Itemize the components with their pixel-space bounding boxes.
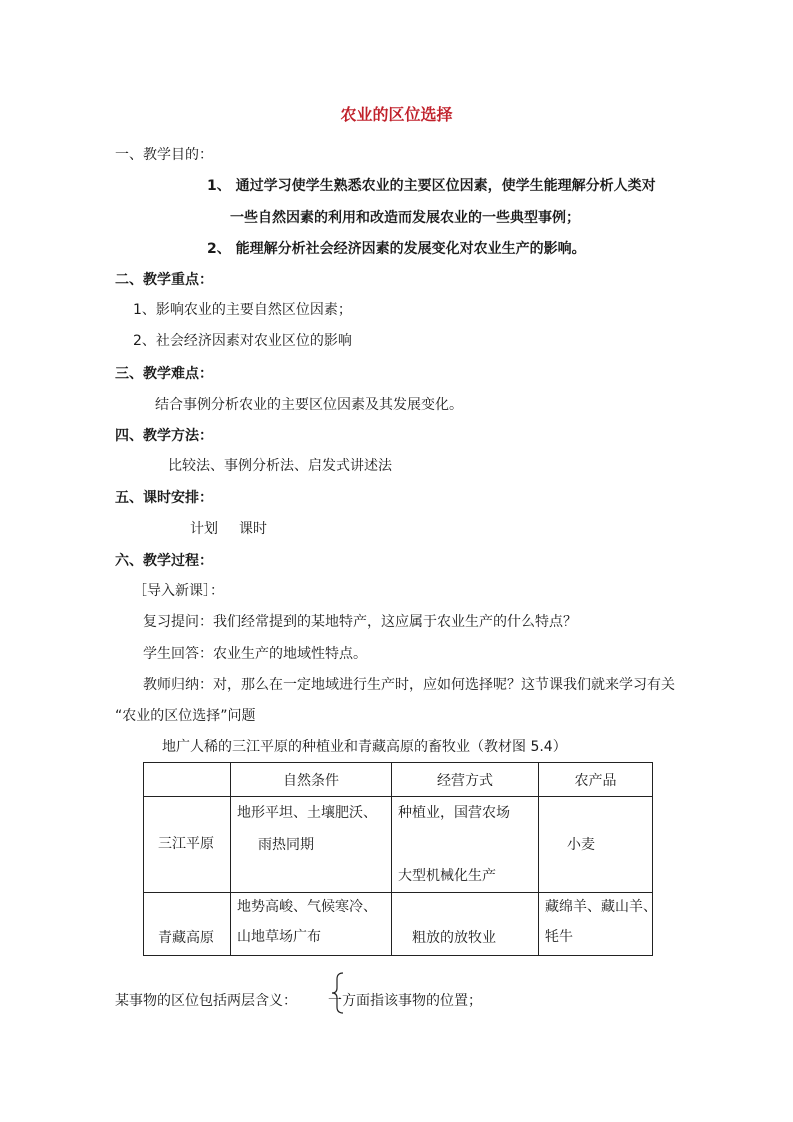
cell-text: 地形平坦、土壤肥沃、 (237, 805, 377, 821)
teacher-summary: 教师归纳：对，那么在一定地域进行生产时，应如何选择呢？这节课我们就来学习有关 (143, 677, 675, 693)
page-title: 农业的区位选择 (340, 105, 453, 124)
region-label: 三江平原 (158, 836, 214, 852)
key-point-1: 1、影响农业的主要自然区位因素； (133, 302, 352, 318)
table-row (144, 797, 653, 893)
cell-text: 山地草场广布 (237, 929, 321, 945)
table-cell-product (539, 797, 653, 893)
key-point-2: 2、社会经济因素对农业区位的影响 (133, 333, 352, 349)
table-header-cell (144, 763, 231, 797)
cell-text: 种植业，国营农场 (398, 805, 510, 821)
student-answer: 学生回答：农业生产的地域性特点。 (143, 646, 367, 662)
cell-text: 牦牛 (545, 929, 573, 945)
schedule-hours: 课时 (239, 521, 267, 537)
cell-text: 小麦 (567, 837, 595, 853)
section-heading-methods: 四、教学方法： (115, 428, 213, 444)
section-heading-difficulties: 三、教学难点： (115, 366, 213, 382)
table-row (144, 893, 653, 956)
schedule-plan: 计划 (190, 521, 218, 537)
purpose-item-2: 2、 能理解分析社会经济因素的发展变化对农业生产的影响。 (207, 241, 586, 257)
table-caption: 地广人稀的三江平原的种植业和青藏高原的畜牧业（教材图 5.4） (162, 739, 567, 755)
table-cell-mode (392, 797, 539, 893)
purpose-item-1: 1、 通过学习使学生熟悉农业的主要区位因素，使学生能理解分析人类对 (207, 178, 656, 194)
table-header-cell: 自然条件 (231, 763, 392, 797)
table-cell-natural (231, 893, 392, 956)
table-cell-product (539, 893, 657, 956)
teacher-summary-cont: “农业的区位选择”问题 (115, 708, 256, 724)
intro-label: ［导入新课］： (133, 583, 224, 599)
cell-text: 藏绵羊、藏山羊、 (545, 899, 657, 915)
section-heading-key-points: 二、教学重点： (115, 272, 213, 288)
methods-text: 比较法、事例分析法、启发式讲述法 (168, 458, 392, 474)
cell-text: 粗放的放牧业 (412, 930, 496, 946)
table-cell-region (144, 893, 231, 956)
comparison-table (143, 762, 657, 956)
location-meaning-text: 某事物的区位包括两层含义： (115, 993, 297, 1009)
difficulty-text: 结合事例分析农业的主要区位因素及其发展变化。 (155, 397, 463, 413)
section-heading-process: 六、教学过程： (115, 553, 213, 569)
table-cell-natural (231, 797, 392, 893)
region-label: 青藏高原 (158, 930, 214, 946)
review-question: 复习提问：我们经常提到的某地特产，这应属于农业生产的什么特点？ (143, 614, 577, 630)
location-meaning-item-1: 一方面指该事物的位置； (328, 993, 482, 1009)
cell-text: 大型机械化生产 (398, 868, 496, 884)
cell-text: 雨热同期 (258, 837, 314, 853)
purpose-item-1-cont: 一些自然因素的利用和改造而发展农业的一些典型事例； (230, 210, 580, 226)
cell-text: 地势高峻、气候寒冷、 (237, 899, 377, 915)
table-header-row (144, 763, 653, 797)
table-cell-mode (392, 893, 539, 956)
table-header-cell: 农产品 (539, 763, 653, 797)
table-cell-region (144, 797, 231, 893)
section-heading-schedule: 五、课时安排： (115, 490, 213, 506)
section-heading-purpose: 一、教学目的： (115, 147, 213, 163)
table-header-cell: 经营方式 (392, 763, 539, 797)
